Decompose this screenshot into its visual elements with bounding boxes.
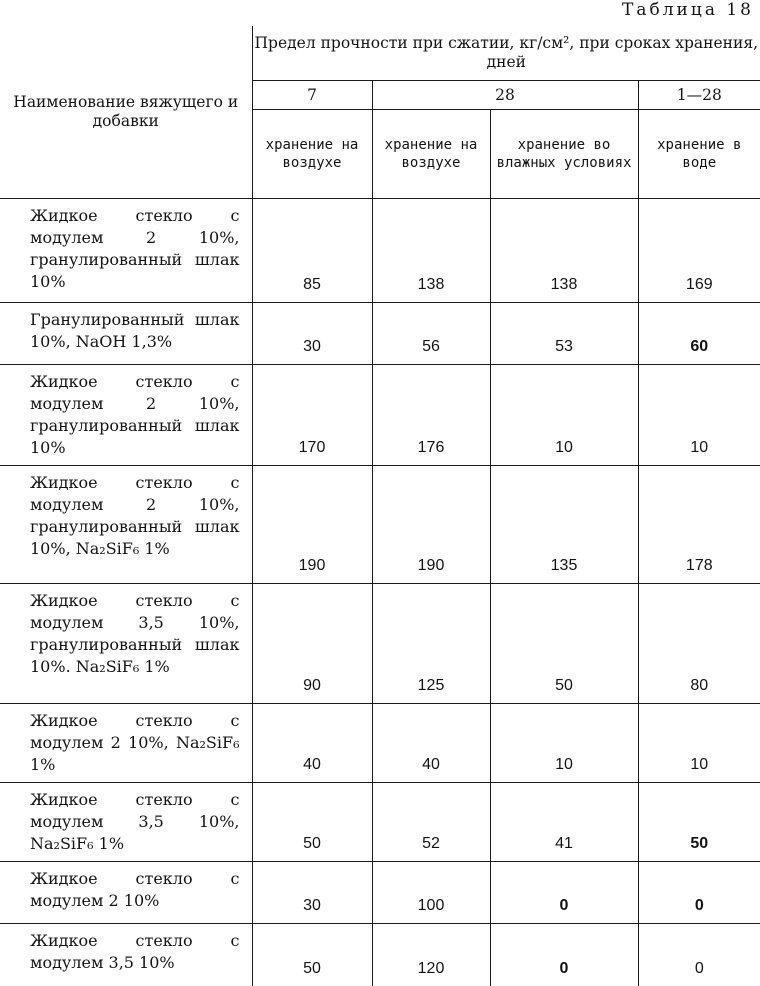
value-cell: 0 <box>490 862 638 924</box>
table-row <box>0 199 760 303</box>
value-cell: 80 <box>638 584 760 704</box>
value-cell: 50 <box>252 924 372 986</box>
compression-strength-table <box>0 26 760 986</box>
value-cell: 41 <box>490 783 638 862</box>
value-cell: 53 <box>490 303 638 365</box>
table-row <box>0 303 760 365</box>
header-sub-air-28: хранение на воздухе <box>372 110 490 199</box>
row-name: Жидкое стекло с модулем 2 10%, Na₂SiF₆ 1% <box>0 704 252 783</box>
table-row <box>0 704 760 783</box>
table-row <box>0 365 760 466</box>
table-row <box>0 783 760 862</box>
value-cell: 169 <box>685 276 713 293</box>
row-name: Жидкое стекло с модулем 3,5 10% <box>0 924 252 986</box>
value-cell: 10 <box>490 704 638 783</box>
value-cell: 40 <box>252 704 372 783</box>
value-cell: 100 <box>372 862 490 924</box>
value-cell: 40 <box>372 704 490 783</box>
value-cell: 60 <box>638 303 760 365</box>
value-cell: 10 <box>638 365 760 466</box>
header-strength-group: Предел прочности при сжатии, кг/см², при сроках хранения, дней <box>252 26 760 81</box>
value-cell: 10 <box>638 704 760 783</box>
table-caption: Таблица 18 <box>622 0 754 20</box>
header-sub-air-7: хранение на воздухе <box>252 110 372 199</box>
value-cell: 120 <box>372 924 490 986</box>
value-cell: 176 <box>372 365 490 466</box>
value-cell: 190 <box>252 466 372 584</box>
row-name: Гранулированный шлак 10%, NaOH 1,3% <box>0 303 252 365</box>
value-cell: 10 <box>490 365 638 466</box>
value-cell: 50 <box>638 783 760 862</box>
header-sub-water: хранение в воде <box>638 110 760 199</box>
table-row <box>0 584 760 704</box>
value-cell: 0 <box>638 924 760 986</box>
table-row <box>0 924 760 986</box>
value-cell: 50 <box>252 783 372 862</box>
value-cell: 178 <box>638 466 760 584</box>
value-cell: 0 <box>490 924 638 986</box>
value-cell: 170 <box>252 365 372 466</box>
header-name-col: Наименование вяжущего и добавки <box>0 26 252 199</box>
row-name: Жидкое стекло с модулем 2 10%, гранулированный шлак 10% <box>0 199 252 303</box>
header-period-7: 7 <box>252 81 372 110</box>
value-cell: 50 <box>490 584 638 704</box>
value-cell: 56 <box>372 303 490 365</box>
row-name: Жидкое стекло с модулем 2 10% <box>0 862 252 924</box>
table-row <box>0 466 760 584</box>
value-cell: 125 <box>372 584 490 704</box>
value-cell: 135 <box>490 466 638 584</box>
value-cell: 138 <box>372 199 490 303</box>
header-period-1-28: 1—28 <box>638 81 760 110</box>
value-cell: 30 <box>252 862 372 924</box>
row-name: Жидкое стекло с модулем 3,5 10%, гранулированный шлак 10%. Na₂SiF₆ 1% <box>0 584 252 704</box>
header-period-28: 28 <box>372 81 638 110</box>
value-cell: 90 <box>252 584 372 704</box>
value-cell: 190 <box>372 466 490 584</box>
row-name: Жидкое стекло с модулем 3,5 10%, Na₂SiF₆ 1% <box>0 783 252 862</box>
value-cell: 30 <box>252 303 372 365</box>
table-row <box>0 862 760 924</box>
value-cell: 52 <box>372 783 490 862</box>
value-cell: 0 <box>638 862 760 924</box>
row-name: Жидкое стекло с модулем 2 10%, гранулированный шлак 10%, Na₂SiF₆ 1% <box>0 466 252 584</box>
header-sub-humid-28: хранение во влажных условиях <box>490 110 638 199</box>
row-name: Жидкое стекло с модулем 2 10%, гранулированный шлак 10% <box>0 365 252 466</box>
value-cell: 138 <box>490 199 638 303</box>
value-cell: 85 <box>252 199 372 303</box>
